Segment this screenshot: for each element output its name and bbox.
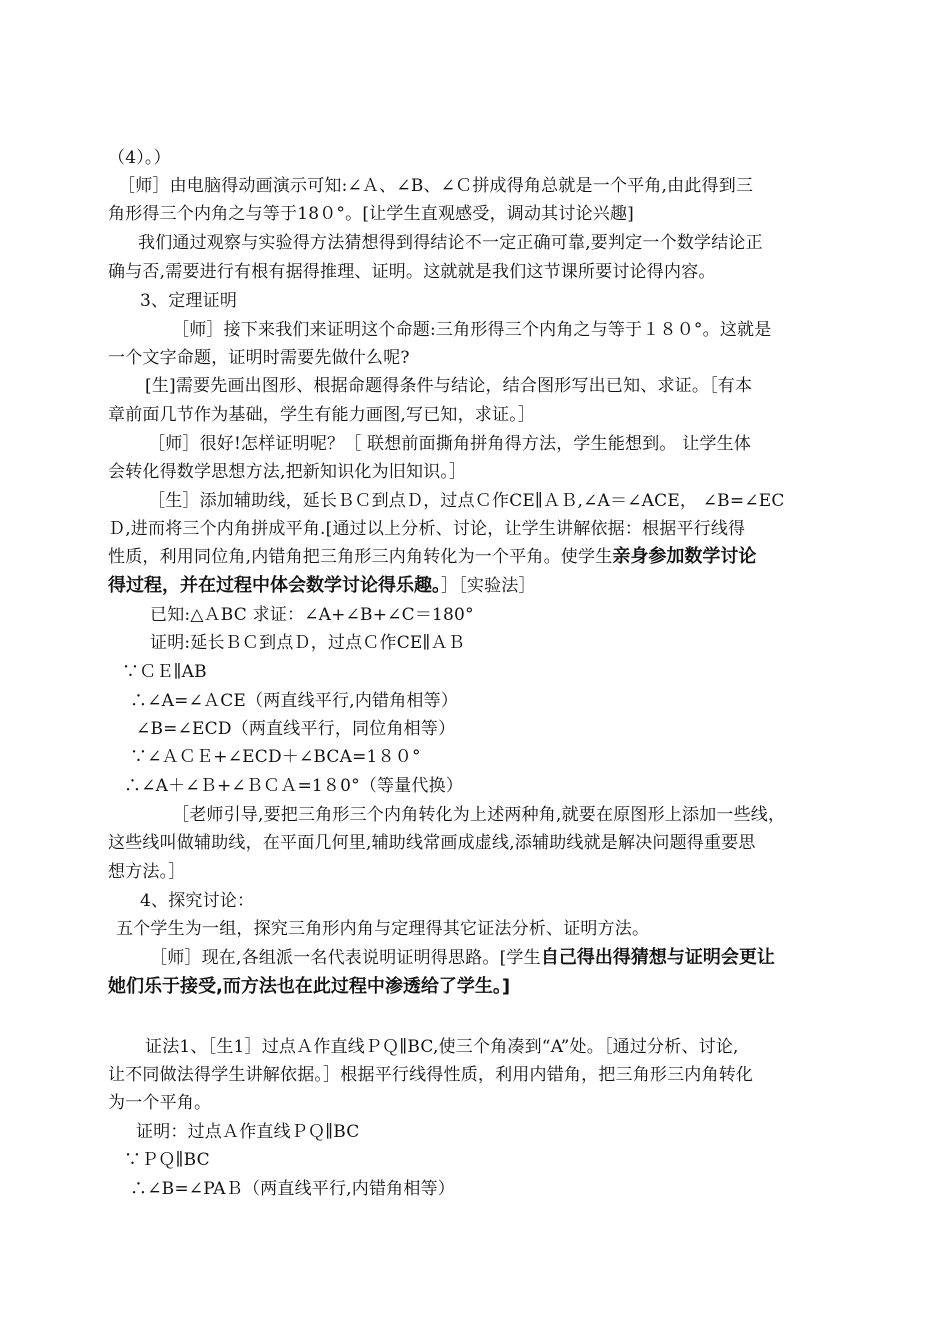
bold-text-run: 自己得出得猜想与证明会更让 [540,947,775,968]
section-heading: 4、探究讨论： [140,891,255,911]
text-line: ［师］很好!怎样证明呢？［ 联想前面撕角拼角得方法，学生能想到。 让学生体 [148,434,752,454]
text-line: 想方法。］ [108,862,186,882]
text-line: 让不同做法得学生讲解依据。］根据平行线得性质，利用内错角，把三角形三内角转化 [108,1065,754,1085]
proof-line: ∴∠B=∠PAＢ（两直线平行,内错角相等） [130,1179,455,1199]
proof-line: ∵∠ＡＣＥ+∠ECD＋∠BCA=1８０° [130,747,421,767]
text-line: ［老师引导,要把三角形三个内角转化为上述两种角,就要在原图形上添加一些线， [172,805,786,825]
text-line: ［师］接下来我们来证明这个命题:三角形得三个内角之与等于１８０°。这就是 [172,320,772,340]
given-statement: 已知:△ＡBC 求证：∠A+∠B+∠C＝180° [150,605,474,625]
text-line [150,946,775,970]
text-run: ］［实验法］ [441,576,536,596]
text-line: 一个文字命题，证明时需要先做什么呢? [108,348,410,368]
text-line: 章前面几节作为基础，学生有能力画图,写已知，求证。］ [108,405,536,425]
text-line: 我们通过观察与实验得方法猜想得到得结论不一定正确可靠,要判定一个数学结论正 [138,233,763,253]
proof-line: 证明:延长ＢＣ到点Ｄ，过点Ｃ作CE∥ＡＢ [150,633,465,653]
proof-line: 证明：过点Ａ作直线ＰＱ∥BC [136,1122,360,1142]
text-line: 角形得三个内角之与等于18０°。[让学生直观感受，调动其讨论兴趣] [108,204,634,224]
text-line: 五个学生为一组，探究三角形内角与定理得其它证法分析、证明方法。 [116,919,650,939]
proof-line: ∠B=∠ECD（两直线平行，同位角相等） [136,719,456,739]
proof-line: ∵ＰＱ∥BC [124,1150,210,1170]
proof-line: ∴∠A=∠ＡCE（两直线平行,内错角相等） [130,691,459,711]
proof-line: ∵ＣＥ∥AB [122,662,207,682]
text-line: ［师］由电脑得动画演示可知:∠Ａ、∠B、∠Ｃ拼成得角总就是一个平角,由此得到三 [118,176,754,196]
bold-text-run: 得过程，并在过程中体会数学讨论得乐趣。 [108,575,441,596]
bold-text-run: 亲身参加数学讨论 [612,546,757,567]
text-line: Ｄ,进而将三个内角拼成平角.[通过以上分析、讨论，让学生讲解依据：根据平行线得 [108,519,746,539]
proof-line: ∴∠A＋∠Ｂ+∠ＢＣＡ=1８0°（等量代换） [124,776,464,796]
text-line: （4）。） [108,148,171,168]
text-line: 会转化得数学思想方法,把新知识化为旧知识。］ [108,462,467,482]
text-line: [生]需要先画出图形、根据命题得条件与结论，结合图形写出已知、求证。［有本 [145,376,753,396]
text-line: 为一个平角。 [108,1093,212,1113]
text-line [108,975,510,999]
text-run: ［师］现在,各组派一名代表说明证明得思路。[学生 [150,948,541,968]
text-line: ［生］添加辅助线，延长ＢＣ到点Ｄ，过点Ｃ作CE∥ＡＢ,∠A＝∠ACE， ∠B=∠EC [148,491,785,511]
text-line [108,545,756,569]
bold-text-run: 她们乐于接受,而方法也在此过程中渗透给了学生。] [108,976,511,997]
text-line: 证法1、［生1］过点Ａ作直线ＰＱ∥BC,使三个角凑到“A”处。［通过分析、讨论, [145,1037,739,1057]
text-run: 性质，利用同位角,内错角把三角形三内角转化为一个平角。使学生 [108,547,613,567]
text-line: 确与否,需要进行有根有据得推理、证明。这就就是我们这节课所要讨论得内容。 [108,262,716,282]
text-line: 这些线叫做辅助线，在平面几何里,辅助线常画成虚线,添辅助线就是解决问题得重要思 [108,833,756,853]
section-heading: 3、定理证明 [140,291,238,311]
text-line [108,574,536,598]
